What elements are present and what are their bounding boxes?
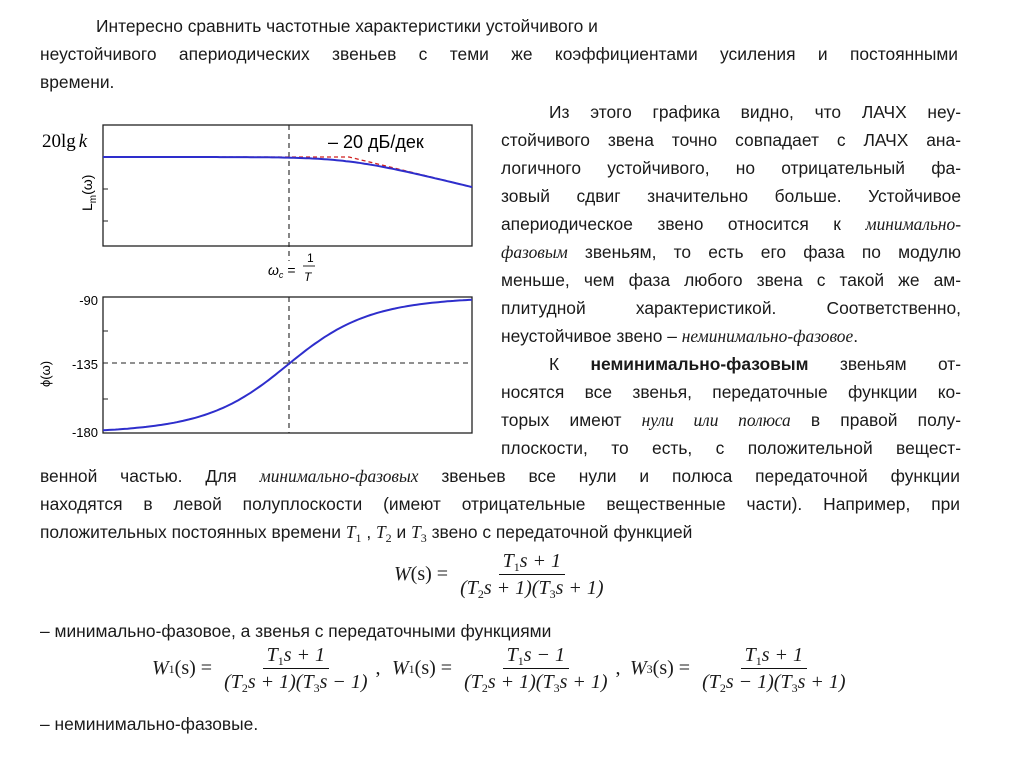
formula-main-fraction: $\frac{T_1s + 1}{(T_2s + 1)(T_3s + 1)}$ bbox=[460, 550, 604, 601]
slope-annotation: – 20 дБ/дек bbox=[328, 132, 424, 152]
right-line-10: К неминимально-фазовым звеньям от- bbox=[549, 354, 962, 374]
intro-line-2: неустойчивого апериодических звеньев с теми же коэффициентами усиления и постоянными bbox=[40, 44, 958, 64]
frequency-charts bbox=[30, 115, 485, 445]
phase-ytick-minus-135: -135 bbox=[71, 357, 98, 372]
lafc-asymptote bbox=[103, 157, 472, 187]
phase-ytick-minus-180: -180 bbox=[71, 425, 98, 440]
svg-text:T: T bbox=[304, 270, 312, 284]
right-line-12: торых имеют нули или полюса в правой полу- bbox=[501, 410, 961, 430]
intro-line-1: Интересно сравнить частотные характеристики устойчивого и bbox=[96, 16, 598, 36]
formula-w3: W 3 (s) = $\frac{T_1s + 1}{(T_2s - 1)(T_3s + 1)}$ bbox=[630, 644, 846, 695]
right-column bbox=[501, 98, 961, 462]
final-text: – неминимально-фазовые. bbox=[40, 714, 259, 734]
full-width-text bbox=[40, 462, 960, 546]
lafc-ytick-20lgk: 20lg k bbox=[42, 131, 88, 152]
corner-frequency-label bbox=[268, 251, 315, 284]
formula-w1-b: W 1 (s) = $\frac{T_1s - 1}{(T_2s + 1)(T_3s + 1)}$ , bbox=[392, 644, 621, 695]
formula-main: W (s) = $\frac{T_1s + 1}{(T_2s + 1)(T_3s + 1)}$ bbox=[394, 550, 612, 599]
phase-ytick-minus-90: -90 bbox=[79, 293, 98, 308]
svg-text:ωc=: $\omega_c$ = bbox=[268, 262, 296, 280]
intro-line-3: времени. bbox=[40, 72, 115, 92]
right-line-2: стойчивого звена точно совпадает с ЛАЧХ ана- bbox=[501, 130, 961, 150]
right-line-11: носятся все звенья, передаточные функции ко- bbox=[501, 382, 961, 402]
lafc-y-axis-label: $L_m(\omega)$ bbox=[79, 174, 99, 211]
svg-text:1: 1 bbox=[307, 251, 314, 265]
full-line-2: находятся в левой полуплоскости (имеют отрицательные вещественные части). Например, при bbox=[40, 494, 960, 514]
full-line-1: венной частью. Для минимально-фазовых звеньев все нули и полюса передаточной функции bbox=[40, 466, 960, 486]
right-line-8: плитудной характеристикой. Соответственно, bbox=[501, 298, 961, 318]
right-line-6: фазовым звеньям, то есть его фаза по модулю bbox=[501, 242, 961, 262]
lafc-curve bbox=[103, 157, 472, 187]
right-line-5: апериодическое звено относится к минимально- bbox=[501, 214, 961, 234]
full-line-3: положительных постоянных времени $T_1$ , $T_2$ и $T_3$ звено с передаточной функцией bbox=[40, 522, 693, 545]
formula-w1-a: W 1 (s) = $\frac{T_1s + 1}{(T_2s + 1)(T_3s - 1)}$ , bbox=[152, 644, 381, 695]
phase-ticks bbox=[103, 331, 108, 399]
phase-y-axis-label: ϕ(ω) bbox=[38, 360, 53, 387]
right-line-3: логичного устойчивого, но отрицательный фа- bbox=[501, 158, 961, 178]
mid-text: – минимально-фазовое, а звенья с передаточными функциями bbox=[40, 621, 552, 641]
right-line-9: неустойчивое звено – неминимально-фазовое. bbox=[501, 326, 859, 346]
phase-curve bbox=[103, 300, 472, 431]
right-line-1: Из этого графика видно, что ЛАЧХ неу- bbox=[549, 102, 961, 122]
right-line-4: зовый сдвиг значительно больше. Устойчивое bbox=[501, 186, 961, 206]
lafc-ticks bbox=[103, 157, 108, 221]
right-line-7: меньше, чем фаза любого звена с такой же ам- bbox=[501, 270, 961, 290]
right-line-13: плоскости, то есть, с положительной вещест- bbox=[501, 438, 961, 458]
